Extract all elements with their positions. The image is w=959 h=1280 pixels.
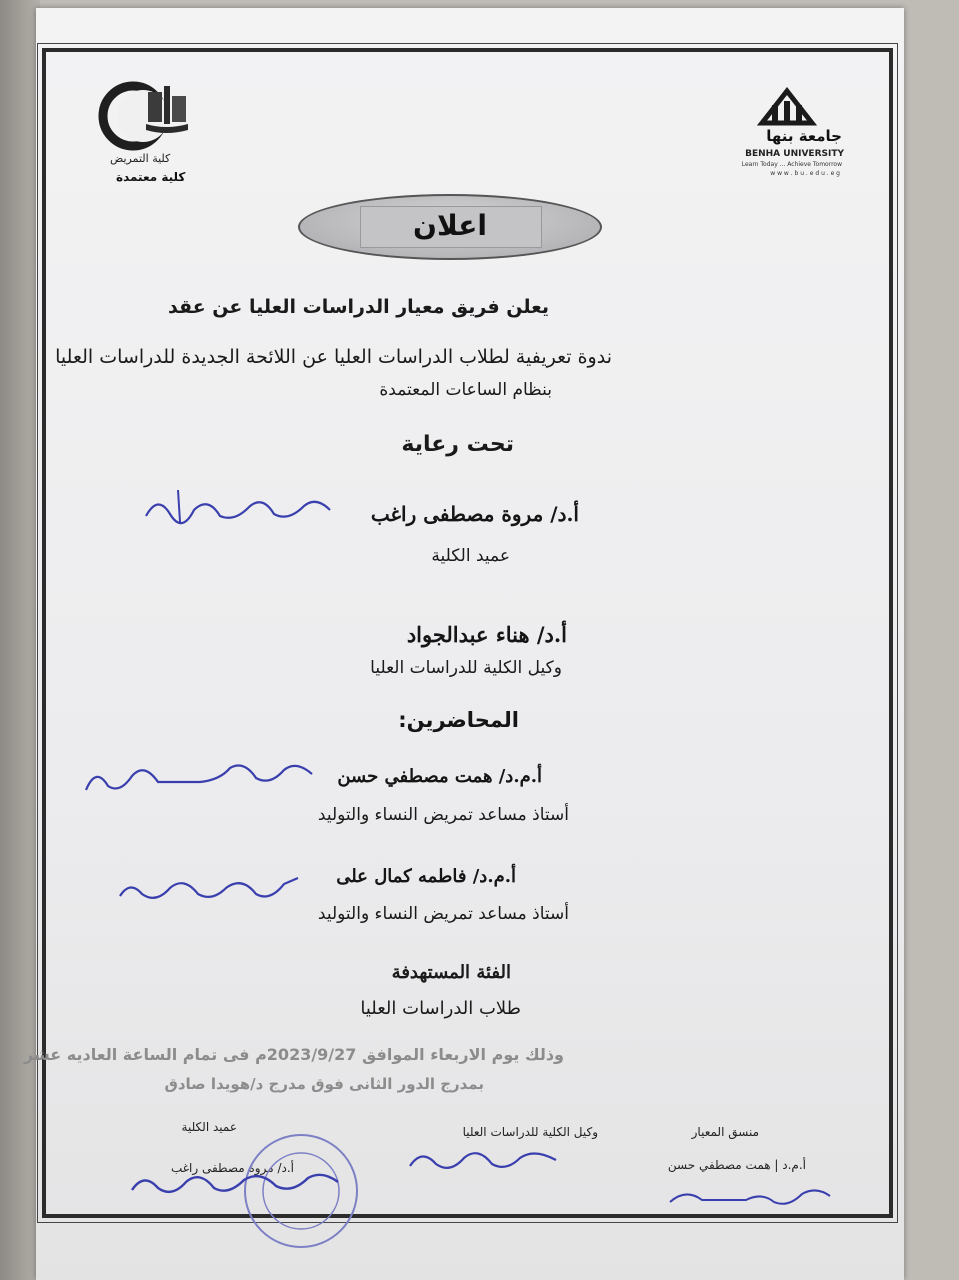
announcement-title (298, 194, 602, 260)
benha-tagline: Learn Today ... Achieve Tomorrow (741, 161, 842, 168)
vice-dean-footer-signature (406, 1138, 566, 1178)
dean-footer-signature (126, 1160, 346, 1206)
faculty-nursing-logo (88, 78, 208, 188)
target-group-value: طلاب الدراسات العليا (360, 998, 521, 1019)
announcement-paper (24, 8, 904, 1280)
announcement-line-3: بنظام الساعات المعتمدة (379, 380, 552, 400)
event-date-line: وذلك يوم الاربعاء الموافق 2023/9/27م فى تمام الساعة العاديه عشر (24, 1045, 564, 1064)
dean-footer-title: عميد الكلية (181, 1120, 237, 1134)
dean-footer-name: أ.د/ مروة مصطفى راغب (170, 1161, 294, 1175)
coordinator-title: منسق المعيار (691, 1125, 759, 1139)
event-location-line: بمدرج الدور الثانى فوق مدرج د/هويدا صادق (164, 1075, 484, 1093)
announcement-line-2: ندوة تعريفية لطلاب الدراسات العليا عن اللائحة الجديدة للدراسات العليا (55, 346, 612, 368)
left-logo-caption-2: كلية معتمدة (116, 170, 186, 184)
lecturer-2-role: أستاذ مساعد تمريض النساء والتوليد (317, 904, 569, 924)
title-text: اعلان (413, 209, 487, 242)
dean-signature-top (138, 486, 338, 530)
target-group-heading: الفئة المستهدفة (391, 962, 511, 983)
photo-background (0, 0, 40, 1280)
lecturer-2-name: أ.م.د/ فاطمه كمال على (336, 866, 516, 887)
lecturer-1-signature (80, 750, 320, 802)
benha-arabic-name: جامعة بنها (766, 127, 842, 145)
lecturer-1-name: أ.م.د/ همت مصطفي حسن (337, 766, 542, 787)
vice-dean-name: أ.د/ هناء عبدالجواد (406, 622, 567, 647)
coordinator-signature (666, 1178, 836, 1212)
lecturer-1-role: أستاذ مساعد تمريض النساء والتوليد (317, 805, 569, 825)
dean-role: عميد الكلية (431, 546, 510, 566)
patronage-heading: تحت رعاية (401, 432, 514, 457)
benha-university-logo (722, 83, 852, 183)
lecturer-2-signature (114, 866, 304, 910)
benha-url: w w w . b u . e d u . e g (770, 170, 840, 177)
announcement-line-1: يعلن فريق معيار الدراسات العليا عن عقد (168, 296, 549, 318)
dean-name: أ.د/ مروة مصطفى راغب (370, 502, 579, 526)
vice-dean-role: وكيل الكلية للدراسات العليا (370, 658, 562, 678)
vice-dean-footer-title: وكيل الكلية للدراسات العليا (462, 1125, 598, 1139)
lecturers-heading: المحاضرين: (398, 708, 519, 732)
benha-english-name: BENHA UNIVERSITY (745, 149, 844, 159)
coordinator-name: أ.م.د | همت مصطفي حسن (667, 1158, 806, 1172)
left-logo-caption-1: كلية التمريض (110, 152, 171, 165)
